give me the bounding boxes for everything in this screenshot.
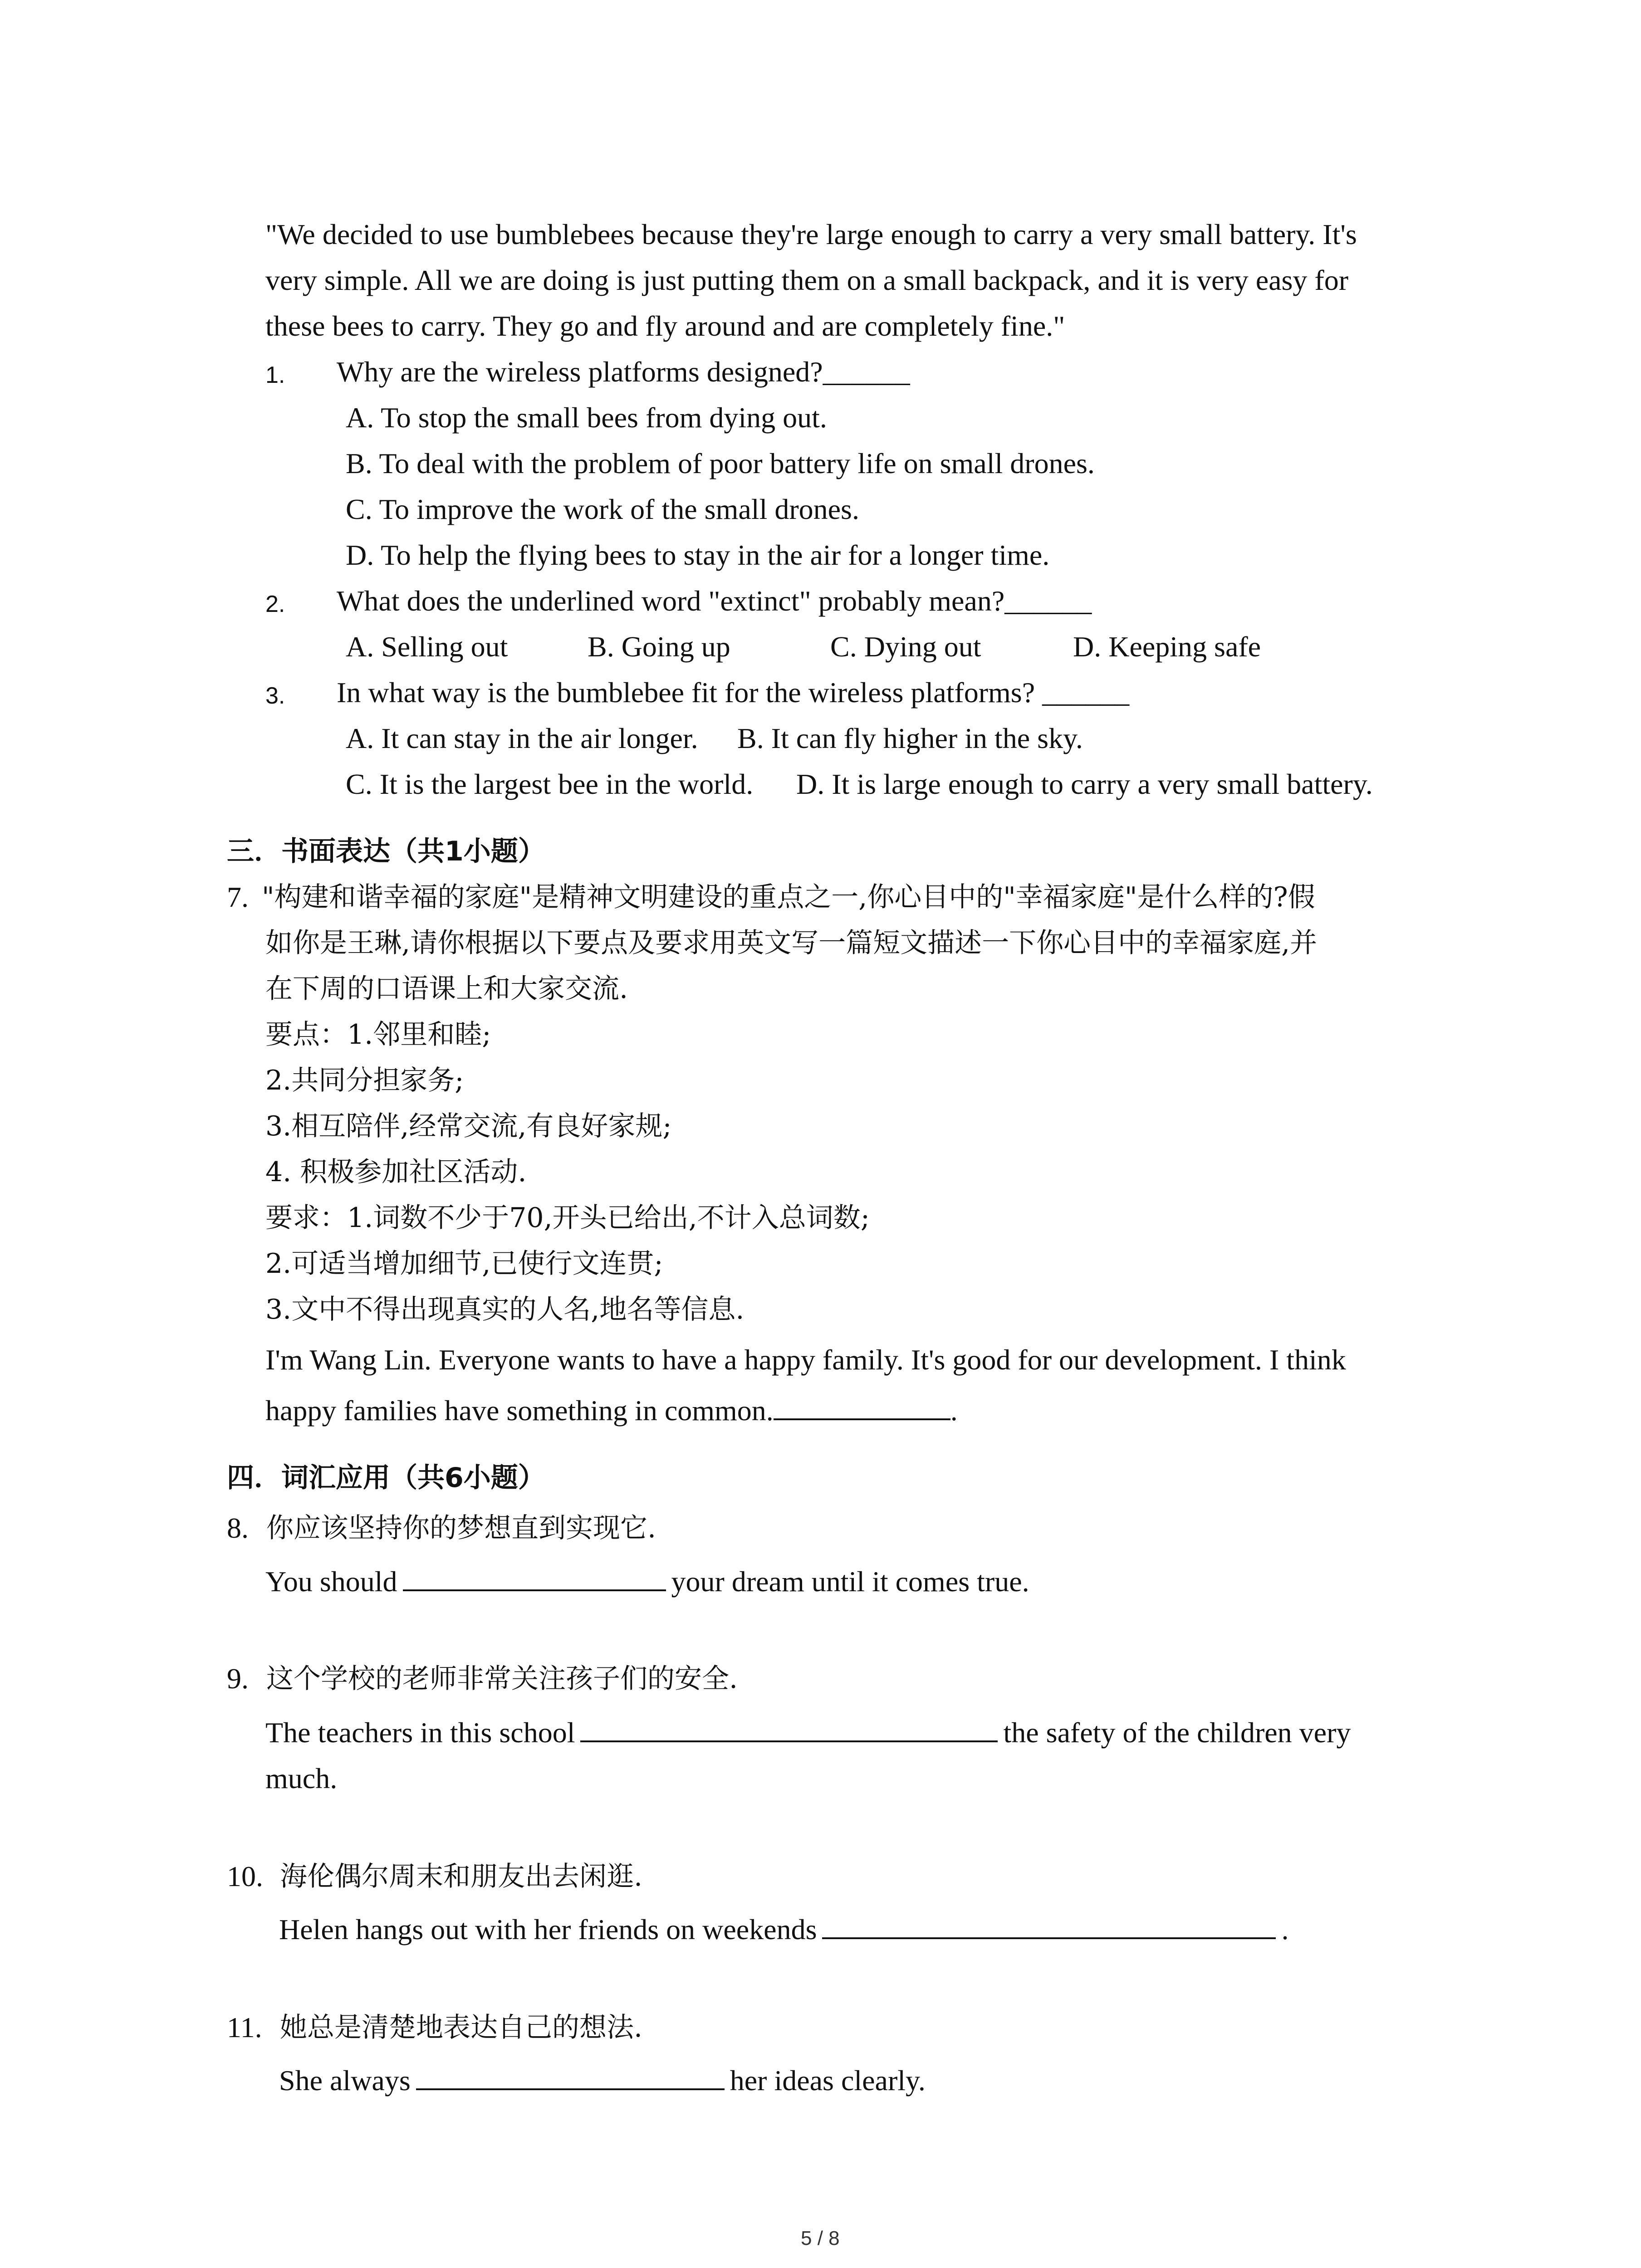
option-text: C. Dying out: [830, 631, 981, 663]
sentence-before-blank: You should: [265, 1565, 397, 1598]
sentence-before-blank: She always: [279, 2064, 411, 2097]
prompt-line: 要求：1.词数不少于70,开头已给出,不计入总词数;: [265, 1202, 870, 1234]
chinese-sentence: 海伦偶尔周末和朋友出去闲逛.: [280, 1861, 643, 1892]
essay-opening-text: happy families have something in common.: [265, 1394, 774, 1427]
translation-line: [265, 1564, 1029, 1600]
sentence-before-blank: The teachers in this school: [265, 1716, 575, 1749]
section-heading: 三．书面表达（共1小题）: [227, 836, 545, 867]
option-text: A. Selling out: [346, 631, 508, 663]
chinese-sentence: 这个学校的老师非常关注孩子们的安全.: [266, 1663, 738, 1695]
prompt-line: "构建和谐幸福的家庭"是精神文明建设的重点之一,你心目中的"幸福家庭"是什么样的?假: [262, 881, 1315, 913]
question-number: 3.: [265, 683, 285, 709]
sentence-before-blank: Helen hangs out with her friends on weekends: [279, 1913, 817, 1945]
option-text: B. Going up: [588, 631, 730, 663]
passage-line: very simple. All we are doing is just putting them on a small backpack, and it is very easy for: [265, 264, 1349, 296]
essay-end-punctuation: .: [950, 1394, 958, 1427]
answer-blank[interactable]: [580, 1715, 998, 1742]
translation-line: [279, 1911, 1288, 1948]
question-stem: In what way is the bumblebee fit for the wireless platforms? ______: [337, 676, 1130, 709]
option-text: D. It is large enough to carry a very small battery.: [796, 768, 1373, 800]
prompt-line: 3.文中不得出现真实的人名,地名等信息.: [265, 1294, 745, 1325]
option-text: B. To deal with the problem of poor battery life on small drones.: [346, 447, 1095, 479]
translation-line: [265, 1715, 1351, 1751]
answer-blank[interactable]: [403, 1564, 666, 1591]
prompt-line: 要点：1.邻里和睦;: [265, 1019, 491, 1051]
option-text: C. It is the largest bee in the world.: [346, 768, 754, 800]
option-text: D. Keeping safe: [1073, 631, 1261, 663]
option-text: D. To help the flying bees to stay in the air for a longer time.: [346, 539, 1050, 571]
option-text: A. To stop the small bees from dying out.: [346, 401, 827, 434]
sentence-after-blank: her ideas clearly.: [730, 2064, 926, 2097]
prompt-line: 3.相互陪伴,经常交流,有良好家规;: [265, 1110, 672, 1142]
option-text: A. It can stay in the air longer.: [346, 722, 698, 754]
question-number: 10.: [227, 1860, 263, 1892]
answer-blank[interactable]: [774, 1393, 950, 1420]
question-number: 11.: [227, 2011, 262, 2043]
chinese-sentence: 她总是清楚地表达自己的想法.: [280, 2012, 643, 2043]
question-number: 8.: [227, 1512, 249, 1544]
passage-line: "We decided to use bumblebees because they're large enough to carry a very small battery. It's: [265, 218, 1357, 250]
prompt-line: 4. 积极参加社区活动.: [265, 1156, 527, 1188]
option-text: C. To improve the work of the small drones.: [346, 493, 859, 525]
answer-blank[interactable]: [822, 1912, 1276, 1939]
question-stem: Why are the wireless platforms designed?______: [337, 356, 910, 388]
question-number: 1.: [265, 362, 285, 388]
prompt-line: 2.共同分担家务;: [265, 1065, 464, 1096]
translation-line: [279, 2063, 926, 2099]
option-text: B. It can fly higher in the sky.: [737, 722, 1083, 754]
translation-continuation: much.: [265, 1762, 338, 1794]
question-number: 9.: [227, 1662, 249, 1695]
question-stem: What does the underlined word "extinct" probably mean?______: [337, 585, 1092, 617]
page-number: 5 / 8: [801, 2227, 840, 2249]
question-number: 2.: [265, 591, 285, 617]
sentence-after-blank: the safety of the children very: [1003, 1716, 1351, 1749]
question-number: 7.: [227, 881, 249, 913]
section-heading: 四．词汇应用（共6小题）: [227, 1462, 545, 1494]
sentence-after-blank: your dream until it comes true.: [671, 1565, 1029, 1598]
chinese-sentence: 你应该坚持你的梦想直到实现它.: [266, 1512, 656, 1544]
answer-blank[interactable]: [416, 2063, 725, 2090]
prompt-line: 2.可适当增加细节,已使行文连贯;: [265, 1248, 663, 1280]
passage-line: these bees to carry. They go and fly around and are completely fine.": [265, 310, 1065, 342]
sentence-after-blank: .: [1281, 1913, 1289, 1945]
prompt-line: 在下周的口语课上和大家交流.: [265, 973, 628, 1005]
essay-opening-line: [265, 1393, 958, 1429]
essay-opening-line: I'm Wang Lin. Everyone wants to have a happy family. It's good for our development. I think: [265, 1344, 1346, 1376]
prompt-line: 如你是王琳,请你根据以下要点及要求用英文写一篇短文描述一下你心目中的幸福家庭,并: [265, 927, 1318, 959]
